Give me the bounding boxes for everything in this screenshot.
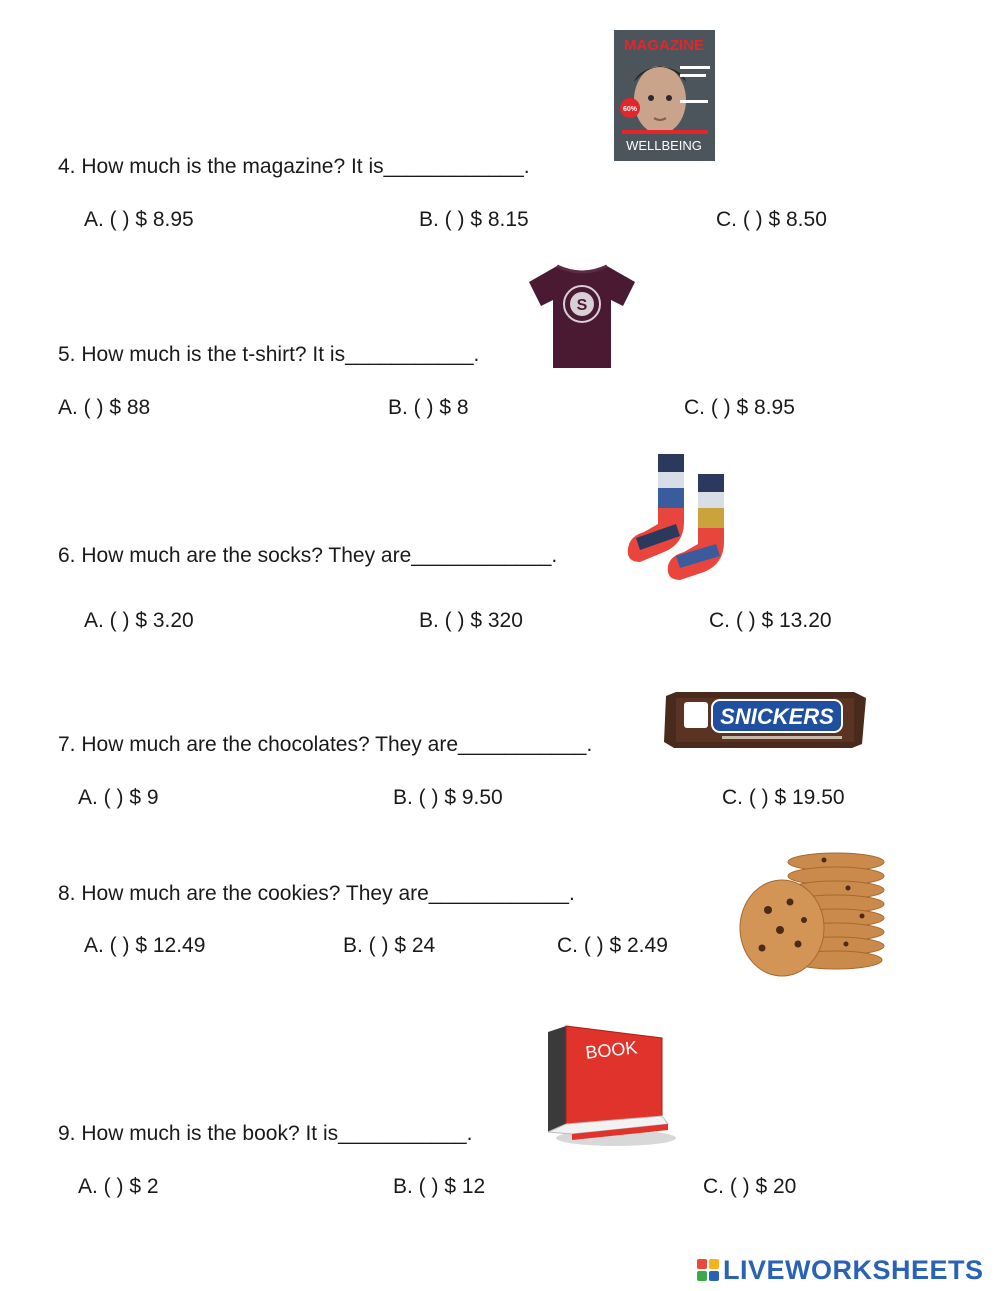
- book-image: [538, 1024, 678, 1150]
- question-5-option-a[interactable]: A. ( ) $ 88: [58, 396, 151, 419]
- question-8-option-a[interactable]: A. ( ) $ 12.49: [84, 934, 206, 957]
- question-7-text: 7. How much are the chocolates? They are___________.: [58, 733, 593, 756]
- logo-mark-icon: [697, 1259, 719, 1281]
- question-6-option-b[interactable]: B. ( ) $ 320: [419, 609, 523, 632]
- question-9-option-c[interactable]: C. ( ) $ 20: [703, 1175, 797, 1198]
- magazine-title: MAGAZINE: [624, 37, 704, 54]
- question-8-option-c[interactable]: C. ( ) $ 2.49: [557, 934, 668, 957]
- question-6-text: 6. How much are the socks? They are____________.: [58, 544, 558, 567]
- question-9-option-a[interactable]: A. ( ) $ 2: [78, 1175, 159, 1198]
- question-8-option-b[interactable]: B. ( ) $ 24: [343, 934, 436, 957]
- socks-image: [624, 452, 730, 582]
- book-label: BOOK: [584, 1037, 639, 1063]
- question-6-option-c[interactable]: C. ( ) $ 13.20: [709, 609, 832, 632]
- question-9-option-b[interactable]: B. ( ) $ 12: [393, 1175, 486, 1198]
- question-4-text: 4. How much is the magazine? It is____________.: [58, 155, 530, 178]
- question-8-text: 8. How much are the cookies? They are____________.: [58, 882, 575, 905]
- question-5-option-b[interactable]: B. ( ) $ 8: [388, 396, 469, 419]
- question-6-option-a[interactable]: A. ( ) $ 3.20: [84, 609, 194, 632]
- question-4-option-a[interactable]: A. ( ) $ 8.95: [84, 208, 194, 231]
- question-9-text: 9. How much is the book? It is___________.: [58, 1122, 473, 1145]
- liveworksheets-logo: [697, 1255, 984, 1285]
- cookies-image: [738, 852, 888, 978]
- question-4-option-b[interactable]: B. ( ) $ 8.15: [419, 208, 529, 231]
- question-7-option-c[interactable]: C. ( ) $ 19.50: [722, 786, 845, 809]
- question-7-option-a[interactable]: A. ( ) $ 9: [78, 786, 159, 809]
- magazine-cover-image: [614, 30, 715, 161]
- t-shirt-logo: S: [576, 297, 588, 314]
- t-shirt-image: [527, 262, 637, 370]
- question-5-option-c[interactable]: C. ( ) $ 8.95: [684, 396, 795, 419]
- question-4-option-c[interactable]: C. ( ) $ 8.50: [716, 208, 827, 231]
- magazine-badge: 60%: [622, 106, 638, 113]
- snickers-brand: SNICKERS: [720, 704, 834, 729]
- brand-name: LIVEWORKSHEETS: [723, 1254, 984, 1285]
- question-7-option-b[interactable]: B. ( ) $ 9.50: [393, 786, 503, 809]
- snickers-bar-image: [662, 690, 868, 750]
- magazine-headline: WELLBEING: [626, 138, 702, 153]
- question-5-text: 5. How much is the t-shirt? It is___________.: [58, 343, 480, 366]
